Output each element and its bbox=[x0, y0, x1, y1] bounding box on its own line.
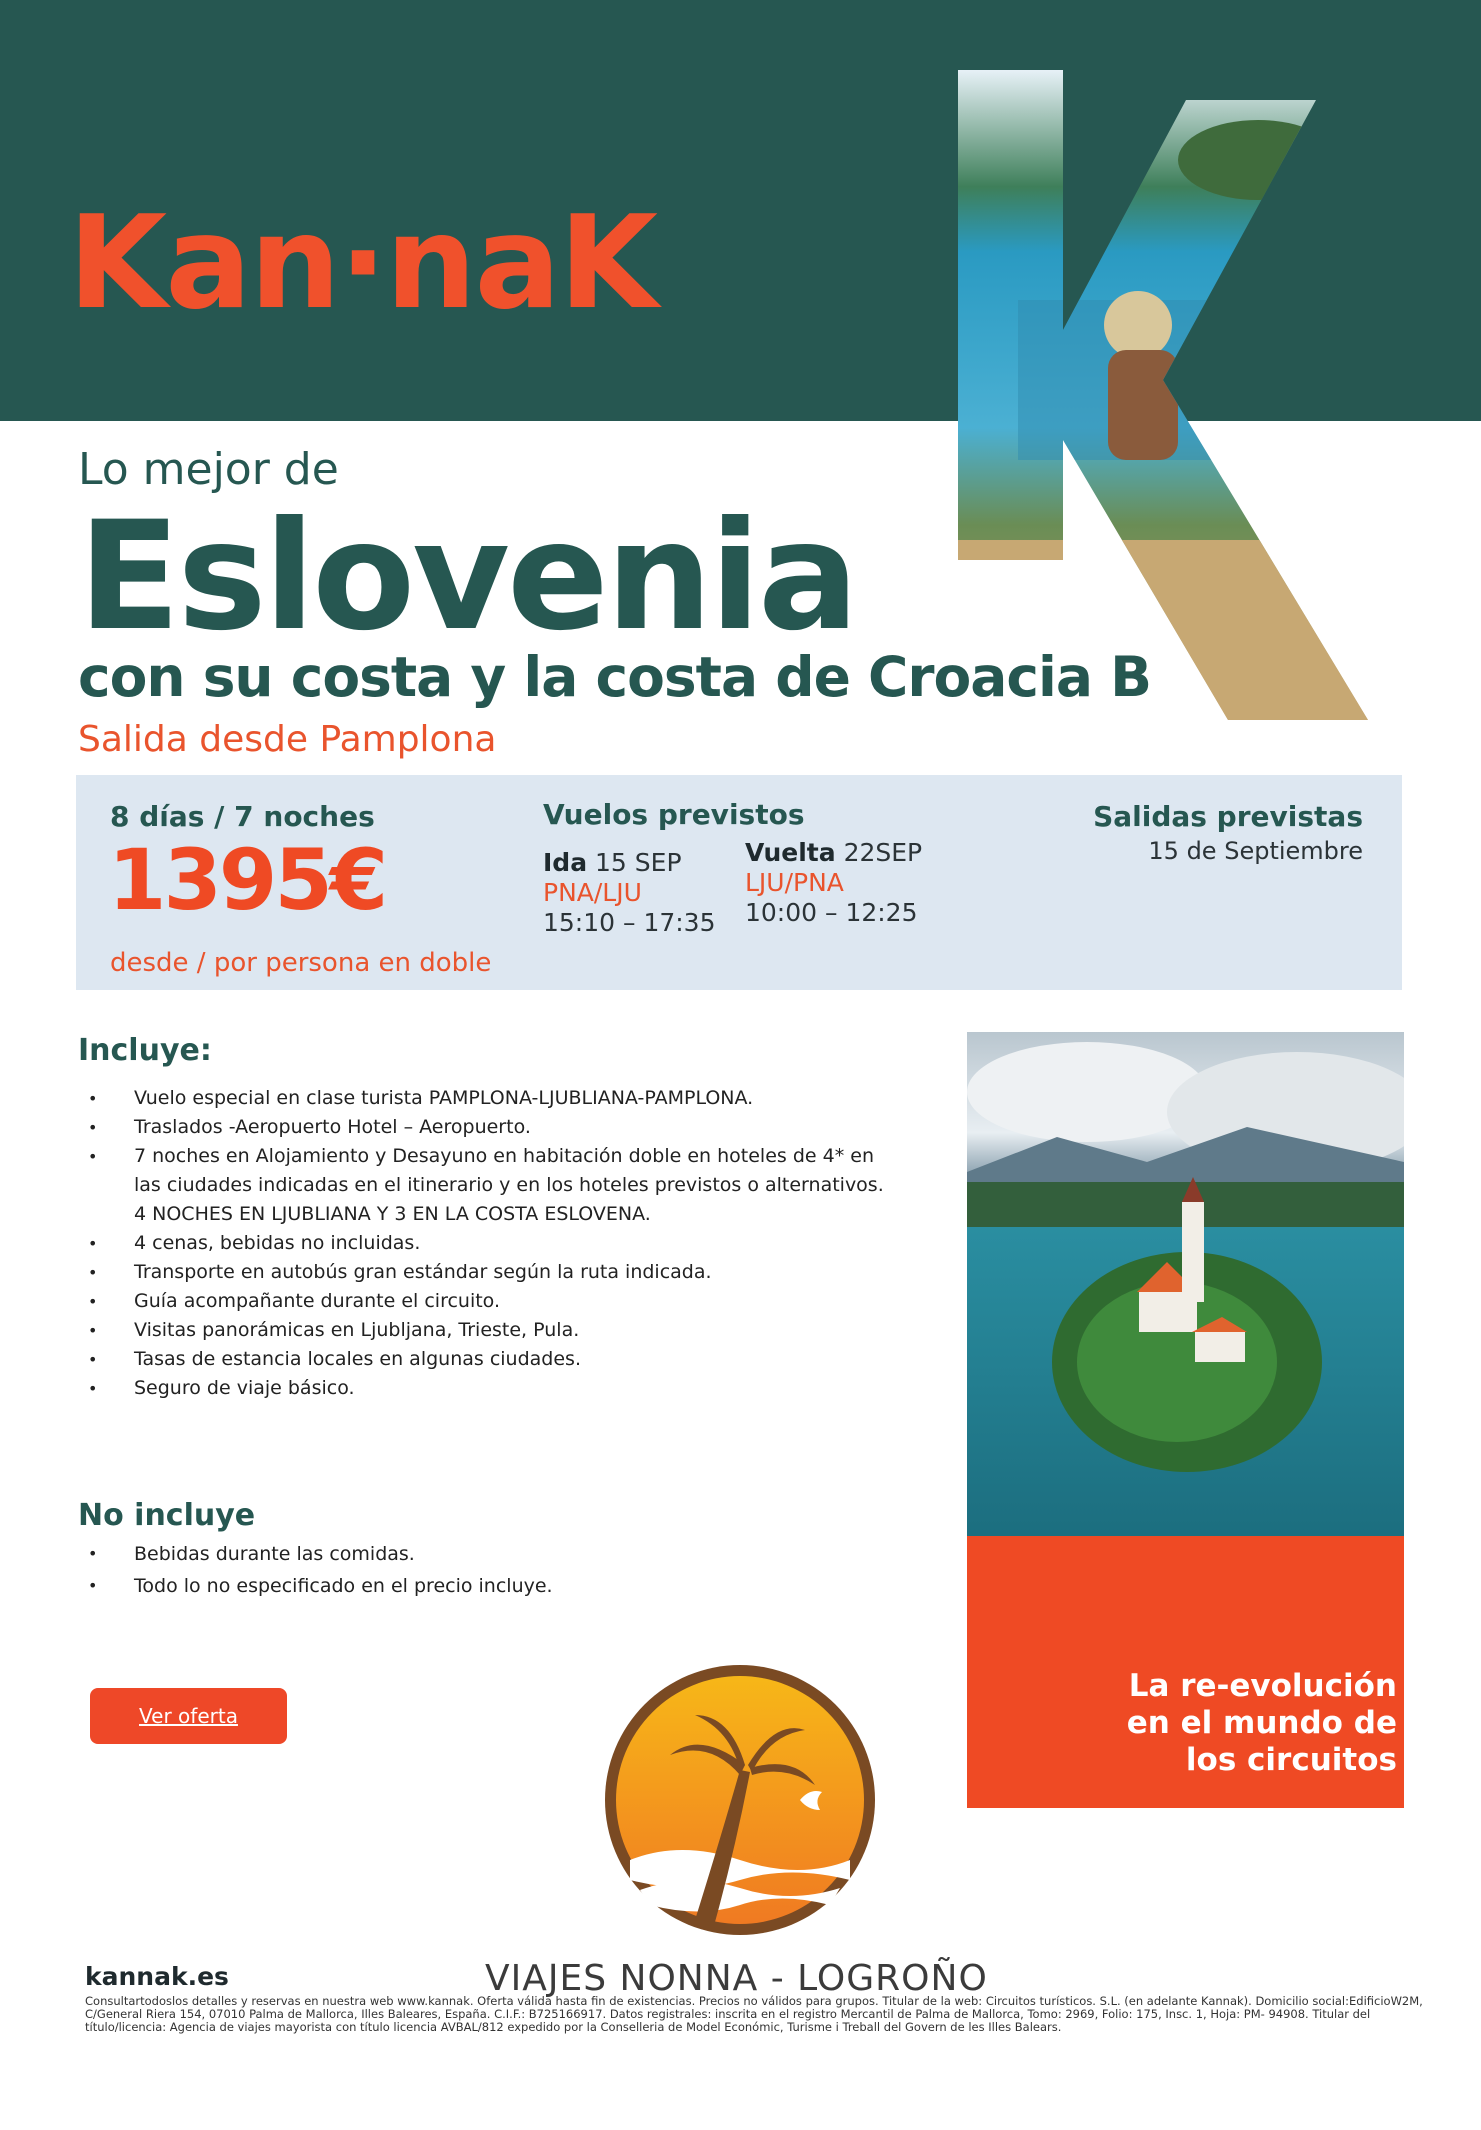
return-route: LJU/PNA bbox=[745, 868, 844, 897]
list-item: • Tasas de estancia locales en algunas ciudades. bbox=[88, 1345, 888, 1374]
list-item: • 7 noches en Alojamiento y Desayuno en habitación doble en hoteles de 4* en las ciudades indicadas en el itinerario y en los hoteles previstos o alternativos. 4 NOCHES EN LJUBLIANA Y 3 EN LA COSTA ESLOVENA. bbox=[88, 1142, 888, 1229]
legal-text: Consultartodoslos detalles y reservas en nuestra web www.kannak. Oferta válida hasta fin de existencias. Precios no válidos para grupos. Titular de la web: Circuitos turísticos. S.L. (en adelante Kannak). Domicilio social:EdificioW2M, C/General Riera 154, 07010 Palma de Mallorca, Illes Baleares, España. C.I.F.: B725166917. Datos registrales: inscrita en el registro Mercantil de Palma de Mallorca, Tomo: 2969, Folio: 175, Insc. 1, Hoja: PM- 94908. Titular del título/licencia: Agencia de viajes mayorista con título licencia AVBAL/812 expedido por la Conselleria de Model Económic, Turisme i Treball del Govern de les Illes Balears. bbox=[85, 1994, 1423, 2034]
list-item: • 4 cenas, bebidas no incluidas. bbox=[88, 1229, 888, 1258]
promo-slogan bbox=[967, 1668, 1397, 1779]
list-item: • Vuelo especial en clase turista PAMPLONA-LJUBLIANA-PAMPLONA. bbox=[88, 1084, 888, 1113]
return-flight bbox=[745, 838, 922, 928]
outbound-label: Ida bbox=[543, 848, 588, 877]
agency-name: VIAJES NONNA - LOGROÑO bbox=[485, 1958, 988, 1999]
departures-date: 15 de Septiembre bbox=[1148, 837, 1363, 865]
lake-island-photo bbox=[967, 1032, 1404, 1536]
return-time: 10:00 – 12:25 bbox=[745, 898, 918, 927]
promo-line: los circuitos bbox=[1185, 1742, 1397, 1778]
return-date: 22SEP bbox=[843, 838, 923, 867]
outbound-time: 15:10 – 17:35 bbox=[543, 908, 716, 937]
list-item: • Seguro de viaje básico. bbox=[88, 1374, 888, 1403]
price: 1395€ bbox=[108, 831, 386, 929]
palm-tree-logo bbox=[600, 1660, 880, 1940]
not-included-title: No incluye bbox=[78, 1498, 256, 1533]
price-note: desde / por persona en doble bbox=[110, 948, 492, 978]
duration: 8 días / 7 noches bbox=[110, 800, 375, 833]
flights-title: Vuelos previstos bbox=[543, 798, 805, 831]
departure-city: Salida desde Pamplona bbox=[78, 719, 497, 760]
promo-line: en el mundo de bbox=[1126, 1705, 1397, 1741]
promo-line: La re-evolución bbox=[1128, 1668, 1397, 1704]
brand-logo[interactable]: Kan·naK bbox=[68, 189, 656, 338]
list-item: • Visitas panorámicas en Ljubljana, Trieste, Pula. bbox=[88, 1316, 888, 1345]
departures-title: Salidas previstas bbox=[1093, 800, 1363, 833]
list-item: • Transporte en autobús gran estándar según la ruta indicada. bbox=[88, 1258, 888, 1287]
outbound-flight bbox=[543, 848, 716, 938]
list-item: • Guía acompañante durante el circuito. bbox=[88, 1287, 888, 1316]
list-item: • Traslados -Aeropuerto Hotel – Aeropuerto. bbox=[88, 1113, 888, 1142]
subtitle: con su costa y la costa de Croacia B bbox=[78, 645, 1152, 709]
pre-title: Lo mejor de bbox=[78, 444, 339, 495]
list-item: • Bebidas durante las comidas. bbox=[88, 1538, 888, 1570]
includes-title: Incluye: bbox=[78, 1033, 212, 1068]
k-photo-collage bbox=[958, 70, 1378, 720]
outbound-date: 15 SEP bbox=[595, 848, 682, 877]
list-item: • Todo lo no especificado en el precio incluye. bbox=[88, 1570, 888, 1602]
website-link[interactable]: kannak.es bbox=[85, 1962, 229, 1991]
outbound-route: PNA/LJU bbox=[543, 878, 642, 907]
page-title: Eslovenia bbox=[78, 490, 857, 664]
includes-list bbox=[88, 1084, 888, 1403]
not-included-list bbox=[88, 1538, 888, 1602]
return-label: Vuelta bbox=[745, 838, 836, 867]
view-offer-button[interactable]: Ver oferta bbox=[90, 1688, 287, 1744]
